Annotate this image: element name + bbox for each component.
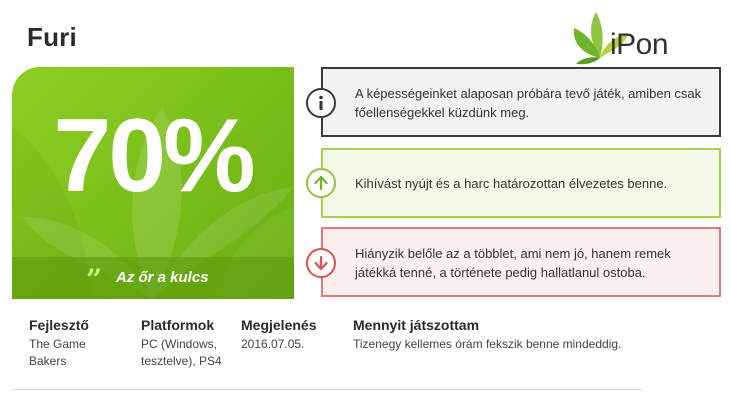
quote-icon: ” [86,263,103,296]
arrow-up-icon [306,168,336,198]
release-info [241,316,331,353]
developer-info [29,316,119,370]
developer-value: The Game Bakers [29,337,86,368]
platforms-value: PC (Windows, tesztelve), PS4 [141,337,222,368]
motto-bar [12,257,294,299]
played-info [353,316,673,353]
info-text: A képességeinket alaposan próbára tevő játék, amiben csak főellenségekkel küzdünk meg. [355,86,702,120]
arrow-down-icon [306,248,336,278]
motto-text: Az őr a kulcs [116,269,209,286]
con-box [321,227,721,297]
release-label: Megjelenés [241,317,317,333]
logo-text: iPon [610,28,669,61]
pro-text: Kihívást nyújt és a harc határozottan élvezetes benne. [355,176,668,191]
info-box [321,67,721,137]
platforms-info [141,316,231,370]
game-title: Furi [27,22,77,52]
score-card [12,67,294,299]
pro-box [321,148,721,218]
con-text: Hiányzik belőle az a többlet, ami nem jó, hanem remek játékká tenné, a története pedig hallatlanul ostoba. [355,246,671,280]
platforms-label: Platformok [141,317,215,333]
info-icon [306,88,336,118]
score-value: 70% [53,98,253,214]
played-label: Mennyit játszottam [353,317,480,333]
divider [12,389,642,390]
release-value: 2016.07.05. [241,337,305,351]
developer-label: Fejlesztő [29,317,89,333]
ipon-logo[interactable] [570,8,715,66]
played-value: Tizenegy kellemes órám fekszik benne mindeddig. [353,337,622,351]
